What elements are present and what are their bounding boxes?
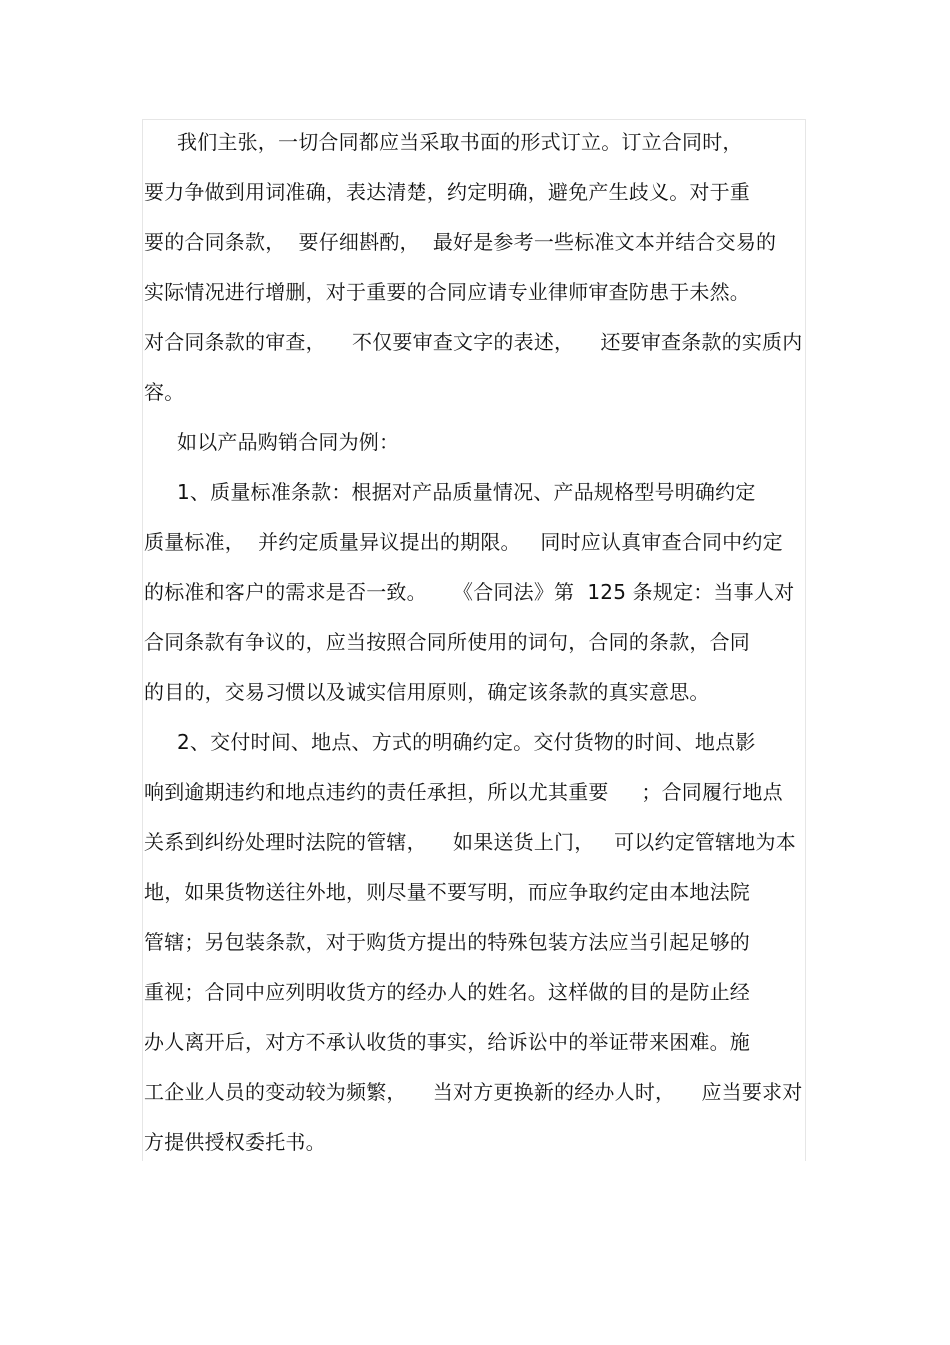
text-line: 1、质量标准条款：根据对产品质量情况、产品规格型号明确约定 (177, 480, 756, 504)
text-line: 质量标准， 并约定质量异议提出的期限。 同时应认真审查合同中约定 (144, 530, 783, 554)
text-line: 容。 (144, 380, 185, 404)
text-line: 合同条款有争议的，应当按照合同所使用的词句，合同的条款，合同 (144, 630, 750, 654)
text-line: 方提供授权委托书。 (144, 1130, 326, 1154)
text-line: 对合同条款的审查， 不仅要审查文字的表述， 还要审查条款的实质内 (144, 330, 803, 354)
text-line: 重视；合同中应列明收货方的经办人的姓名。这样做的目的是防止经 (144, 980, 750, 1004)
text-line: 2、交付时间、地点、方式的明确约定。交付货物的时间、地点影 (177, 730, 756, 754)
text-line: 实际情况进行增删，对于重要的合同应请专业律师审查防患于未然。 (144, 280, 750, 304)
text-line: 关系到纠纷处理时法院的管辖， 如果送货上门， 可以约定管辖地为本 (144, 830, 796, 854)
text-line: 工企业人员的变动较为频繁， 当对方更换新的经办人时， 应当要求对 (144, 1080, 803, 1104)
text-line: 地，如果货物送往外地，则尽量不要写明，而应争取约定由本地法院 (144, 880, 750, 904)
text-line: 的标准和客户的需求是否一致。 《合同法》第 125 条规定：当事人对 (144, 580, 795, 604)
text-line: 要力争做到用词准确，表达清楚，约定明确，避免产生歧义。对于重 (144, 180, 750, 204)
text-line: 我们主张，一切合同都应当采取书面的形式订立。订立合同时， (177, 130, 743, 154)
text-line: 的目的，交易习惯以及诚实信用原则，确定该条款的真实意思。 (144, 680, 710, 704)
text-line: 办人离开后，对方不承认收货的事实，给诉讼中的举证带来困难。施 (144, 1030, 750, 1054)
text-line: 响到逾期违约和地点违约的责任承担，所以尤其重要 ；合同履行地点 (144, 780, 783, 804)
text-line: 如以产品购销合同为例： (177, 430, 400, 454)
text-line: 要的合同条款， 要仔细斟酌， 最好是参考一些标准文本并结合交易的 (144, 230, 777, 254)
text-line: 管辖；另包装条款，对于购货方提出的特殊包装方法应当引起足够的 (144, 930, 750, 954)
